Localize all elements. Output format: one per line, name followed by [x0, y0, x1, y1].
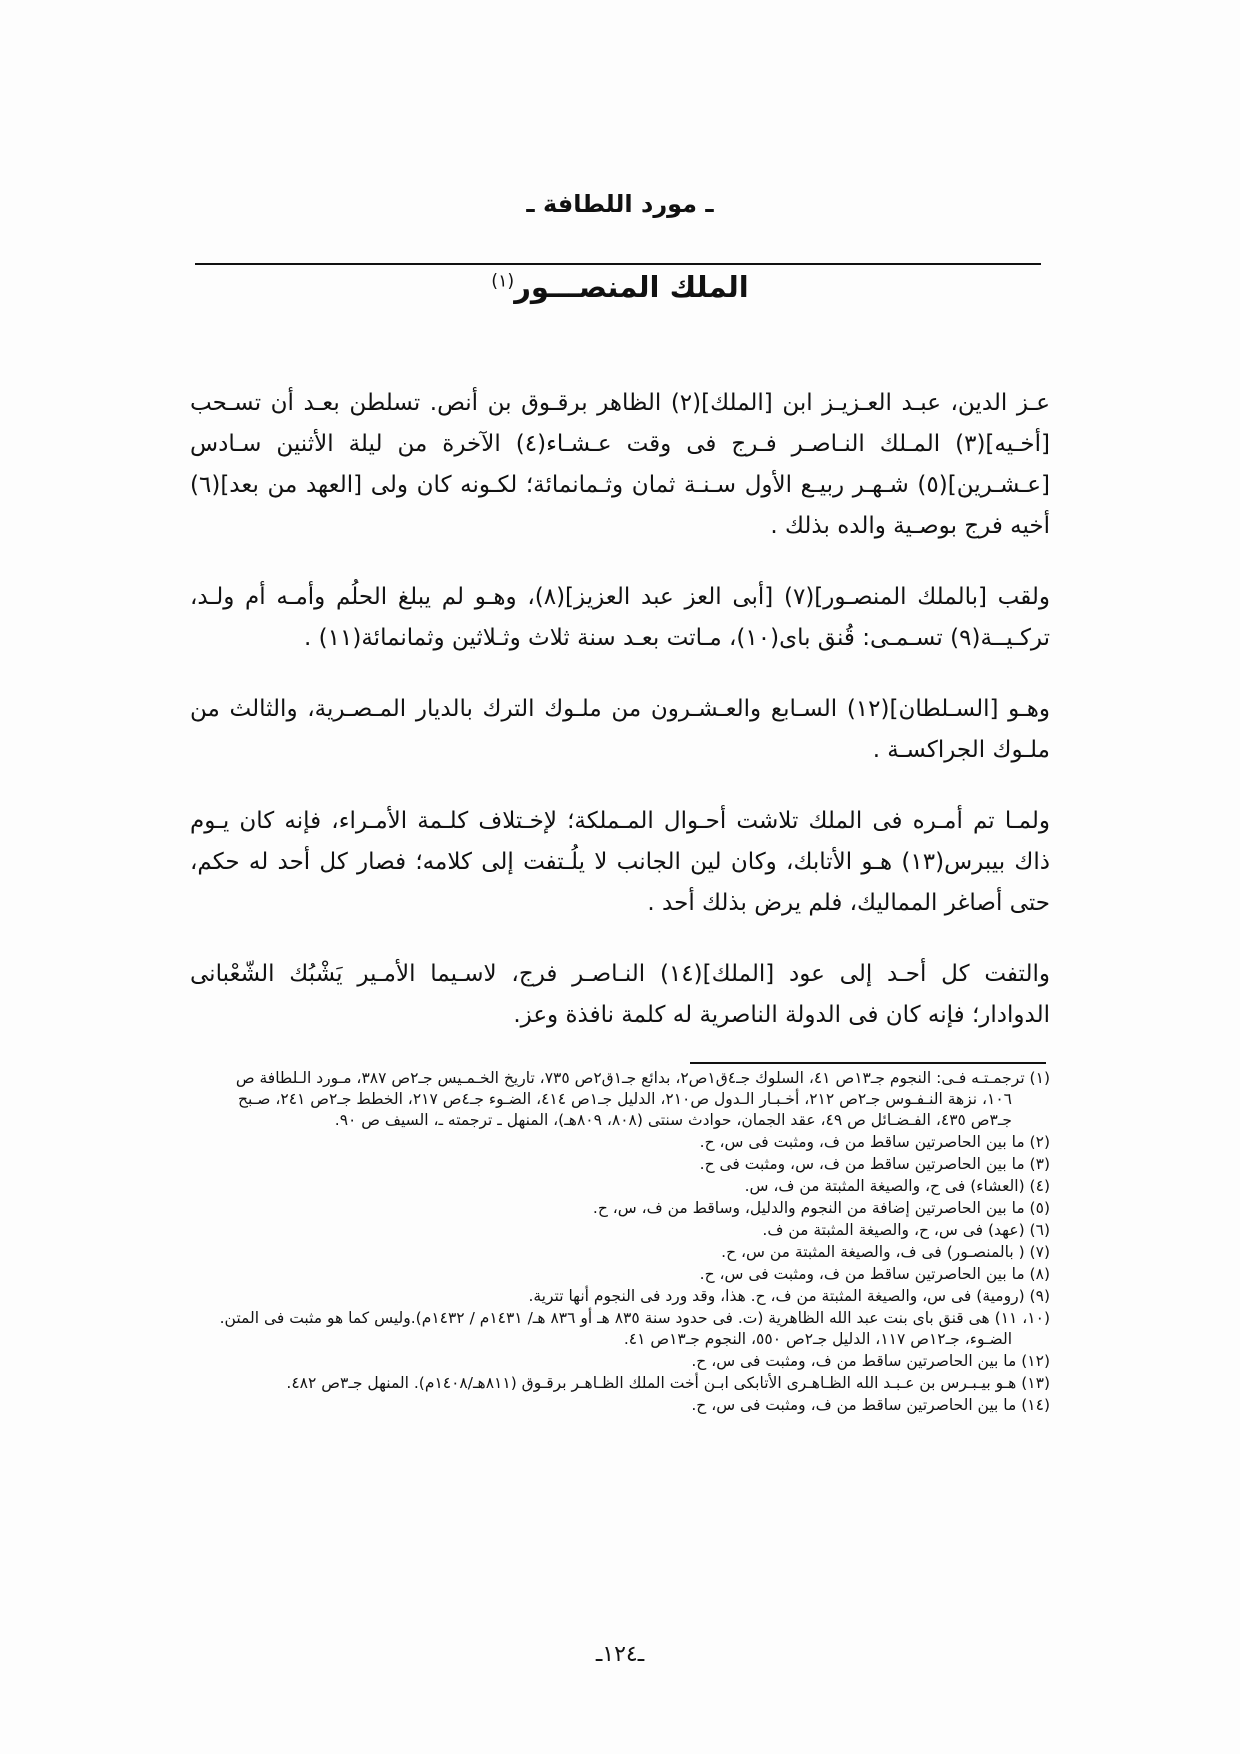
paragraph: ولقب [بالملك المنصـور](٧) [أبى العز عبد العزيز](٨)، وهـو لم يبلغ الحلُم وأمـه أم ولـد، تركـيــة(٩) تسـمـى: قُنق باى(١٠)، مـاتت بعـد سنة ثلاث وثـلاثين وثمانمائة(١١) . [190, 584, 1050, 651]
page-number: ـ١٢٤ـ [595, 1642, 645, 1667]
footnote: (٨) ما بين الحاصرتين ساقط من ف، ومثبت فى س، ح. [699, 1265, 1050, 1283]
chapter-title-text: الملك المنصـــور [514, 270, 749, 304]
running-header: ـ مورد اللطافة ـ [526, 190, 714, 218]
chapter-title-note: (١) [491, 271, 515, 292]
footnote: (٣) ما بين الحاصرتين ساقط من ف، س، ومثبت فى ح. [699, 1155, 1050, 1173]
footnote: (٤) (العشاء) فى ح، والصيغة المثبتة من ف، س. [744, 1177, 1050, 1195]
footnote-rule [690, 1062, 1046, 1064]
footnotes [205, 1068, 1050, 1417]
footnote: (٧) ( بالمنصـور) فى ف، والصيغة المثبتة من س، ح. [721, 1243, 1050, 1261]
header-rule [195, 263, 1041, 265]
footnote: (١٣) هـو بيـبـرس بن عـبـد الله الظـاهـرى الأتابكى ابـن أخت الملك الظـاهـر برقـوق (٨١١هـ/١٤٠٨م). المنهل جـ٣ص ٤٨٢. [286, 1374, 1050, 1392]
body-text [190, 383, 1050, 1066]
footnote: (٦) (عهد) فى س، ح، والصيغة المثبتة من ف. [762, 1221, 1050, 1239]
footnote: (٩) (رومية) فى س، والصيغة المثبتة من ف، ح. هذا، وقد ورد فى النجوم أنها تترية. [528, 1287, 1050, 1305]
footnote: (١٢) ما بين الحاصرتين ساقط من ف، ومثبت فى س، ح. [691, 1352, 1050, 1370]
paragraph: ولمـا تم أمـره فى الملك تلاشت أحـوال المـملكة؛ لإخـتلاف كلـمة الأمـراء، فإنه كان يـوم ذاك بيبرس(١٣) هـو الأتابك، وكان لين الجانب لا يلُـتفت إلى كلامه؛ فصار كل أحد له حكم، حتى أصاغر المماليك، فلم يرض بذلك أحد . [190, 808, 1050, 916]
chapter-title [0, 270, 1240, 304]
footnote: (٢) ما بين الحاصرتين ساقط من ف، ومثبت فى س، ح. [699, 1133, 1050, 1151]
paragraph: عـز الدين، عبـد العـزيـز ابن [الملك](٢) الظاهر برقـوق بن أنص. تسلطن بعـد أن تسـحب [أخـيه](٣) المـلك النـاصـر فـرج فى وقت عـشـاء(٤) الآخرة من ليلة الأثنين سـادس [عـشـرين](٥) شـهـر ربيـع الأول سـنـة ثمان وثـمانمائة؛ لكـونه كان ولى [العهد من بعد](٦) أخيه فرج بوصـية والده بذلك . [190, 390, 1050, 539]
footnote: (٥) ما بين الحاصرتين إضافة من النجوم والدليل، وساقط من ف، س، ح. [592, 1199, 1050, 1217]
paragraph: وهـو [السـلطان](١٢) السـابع والعـشـرون من ملـوك الترك بالديار المـصـرية، والثالث من ملـوك الجراكسـة . [190, 696, 1050, 763]
footnote: (١) ترجمـتـه فـى: النجوم جـ١٣ص ٤١، السلوك جـ٤ق١ص٢، بدائع جـ١ق٢ص ٧٣٥، تاريخ الخـمـيس جـ٢ص ٣٨٧، مـورد الـلطافة ص ١٠٦، نزهة النـفـوس جـ٢ص ٢١٢، أخـبـار الـدول ص٢١٠، الدليل جـ١ص ٤١٤، الضـوء جـ٤ص ٢١٧، الخطط جـ٢ص ٢٤١، صـبح جـ٣ص ٤٣٥، الفـضـائل ص ٤٩، عقد الجمان، حوادث سنتى (٨٠٨، ٨٠٩هـ)، المنهل ـ ترجمته ـ، السيف ص ٩٠. [235, 1069, 1050, 1129]
footnote: (١٤) ما بين الحاصرتين ساقط من ف، ومثبت فى س، ح. [691, 1396, 1050, 1414]
footnote: (١٠، ١١) هى قنق باى بنت عبد الله الظاهرية (ت. فى حدود سنة ٨٣٥ هـ أو ٨٣٦ هـ/ ١٤٣١م / ١٤٣٢م).وليس كما هو مثبت فى المتن. الضـوء، جـ١٢ص ١١٧، الدليل جـ٢ص ٥٥٠، النجوم جـ١٣ص ٤١. [219, 1309, 1050, 1348]
paragraph: والتفت كل أحـد إلى عود [الملك](١٤) النـاصـر فرج، لاسـيما الأمـير يَشْبُك الشّعْبانى الدوادار؛ فإنه كان فى الدولة الناصرية له كلمة نافذة وعز. [190, 961, 1050, 1028]
